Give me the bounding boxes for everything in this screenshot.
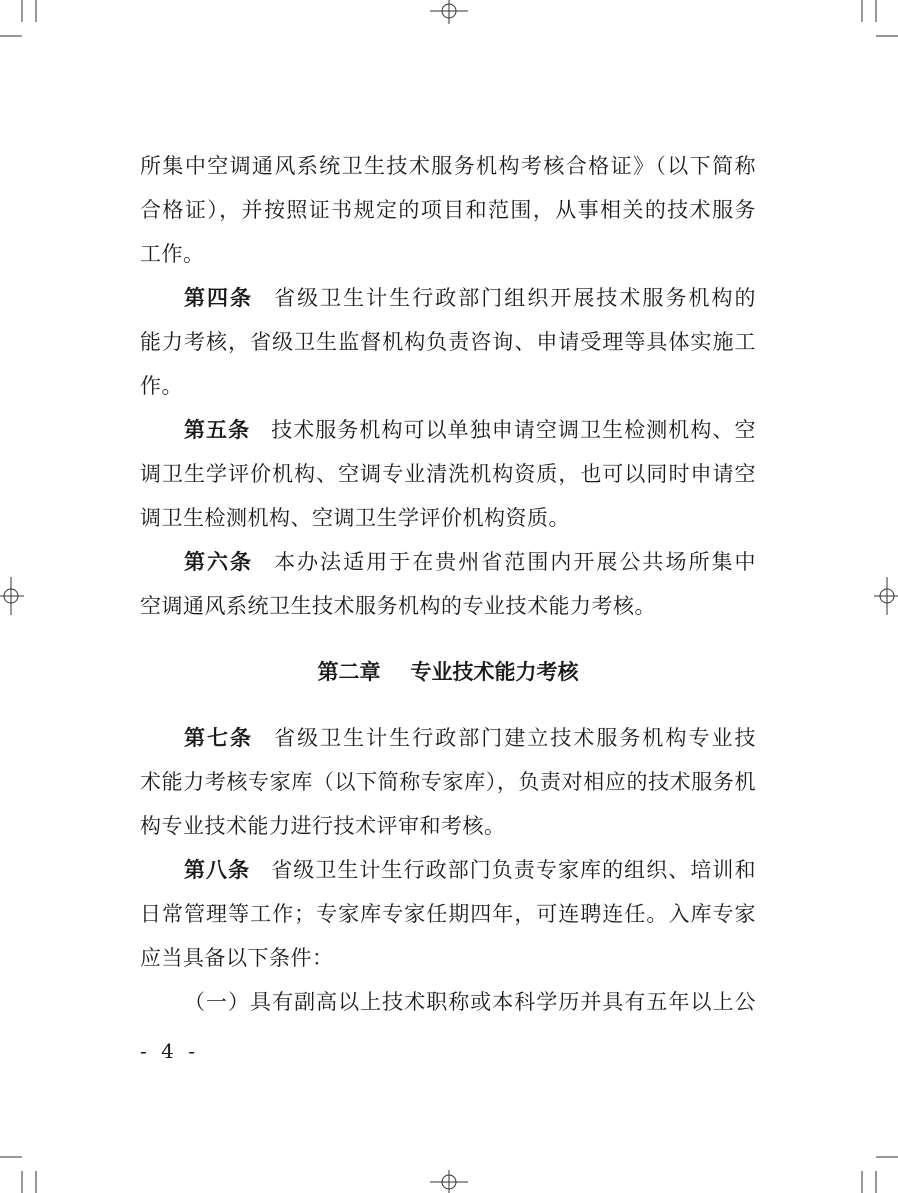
text-line: 合格证），并按照证书规定的项目和范围，从事相关的技术服务 (140, 198, 756, 222)
article-text: 省级卫生计生行政部门建立技术服务机构专业技 (274, 726, 757, 750)
text-line: 调卫生学评价机构、空调专业清洗机构资质，也可以同时申请空 (140, 462, 756, 486)
article-text: 技术服务机构可以单独申请空调卫生检测机构、空 (271, 418, 756, 442)
text-line: 构专业技术能力进行技术评审和考核。 (140, 814, 506, 838)
article-8 (140, 848, 756, 980)
article-text: 省级卫生计生行政部门组织开展技术服务机构的 (274, 286, 757, 310)
chapter-title: 专业技术能力考核 (410, 660, 579, 684)
item-1 (140, 980, 756, 1024)
article-first-line (140, 716, 756, 760)
article-label: 第五条 (184, 418, 251, 442)
article-first-line (140, 276, 756, 320)
article-text: 省级卫生计生行政部门负责专家库的组织、培训和 (271, 858, 756, 882)
text-line: 作。 (140, 374, 183, 398)
article-4 (140, 276, 756, 408)
article-label: 第六条 (184, 550, 254, 574)
article-first-line (140, 540, 756, 584)
article-6 (140, 540, 756, 628)
text-line: 术能力考核专家库（以下简称专家库），负责对相应的技术服务机 (140, 770, 756, 794)
chapter-number: 第二章 (317, 660, 381, 684)
article-label: 第七条 (184, 726, 254, 750)
article-first-line (140, 848, 756, 892)
article-label: 第四条 (184, 286, 254, 310)
text-line: 应当具备以下条件： (140, 946, 334, 970)
text-line: 空调通风系统卫生技术服务机构的专业技术能力考核。 (140, 594, 656, 618)
item-first-line: （一）具有副高以上技术职称或本科学历并具有五年以上公 (184, 990, 756, 1014)
intro-paragraph (140, 144, 756, 276)
text-line: 日常管理等工作；专家库专家任期四年，可连聘连任。入库专家 (140, 902, 756, 926)
article-text: 本办法适用于在贵州省范围内开展公共场所集中 (274, 550, 757, 574)
text-line: 能力考核，省级卫生监督机构负责咨询、申请受理等具体实施工 (140, 330, 756, 354)
page-number: - 4 - (140, 1039, 199, 1063)
text-line: 所集中空调通风系统卫生技术服务机构考核合格证》（以下简称 (140, 154, 756, 178)
article-first-line (140, 408, 756, 452)
document-body (140, 144, 756, 1024)
article-7 (140, 716, 756, 848)
text-line: 工作。 (140, 242, 205, 266)
article-5 (140, 408, 756, 540)
chapter-heading (140, 650, 756, 694)
article-label: 第八条 (184, 858, 251, 882)
text-line: 调卫生检测机构、空调卫生学评价机构资质。 (140, 506, 570, 530)
